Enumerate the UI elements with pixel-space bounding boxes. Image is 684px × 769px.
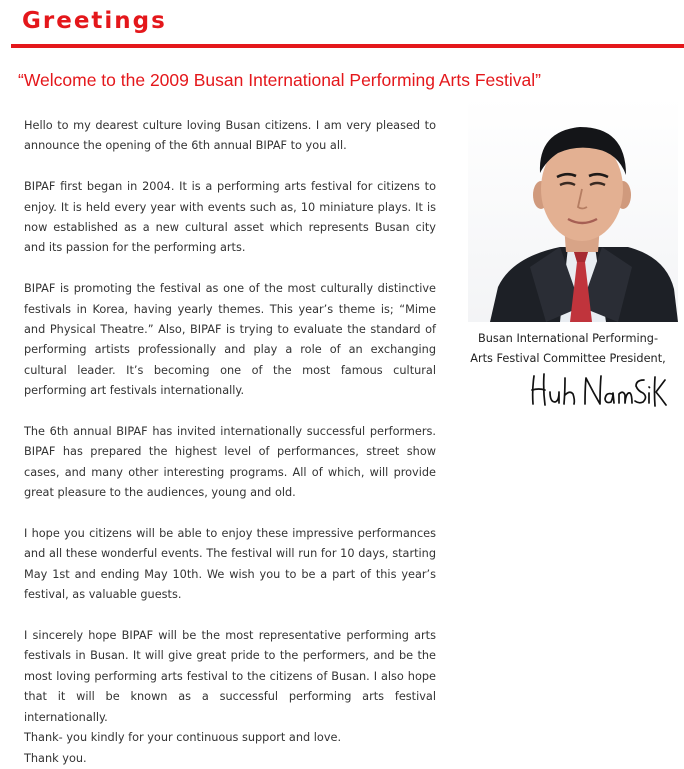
greeting-subtitle: “Welcome to the 2009 Busan International Performing Arts Festival” — [18, 70, 541, 90]
president-signature — [528, 368, 668, 417]
letter-paragraph: Hello to my dearest culture loving Busan citizens. I am very pleased to announce the opening of the 6th annual BIPAF to you all. — [24, 119, 436, 153]
greeting-letter — [24, 116, 436, 769]
letter-paragraph: The 6th annual BIPAF has invited internationally successful performers. BIPAF has prepared the highest level of performances, street show cases, and many other interesting programs. All of which, will provide great pleasure to the audiences, young and old. — [24, 425, 436, 500]
letter-closing: Thank you. — [24, 751, 87, 765]
portrait-illustration — [468, 97, 678, 322]
letter-final-paragraph: I sincerely hope BIPAF will be the most representative performing arts festivals in Busan. It will give great pride to the performers, and be the most loving performing arts festival to the citizens of Busan. I also hope that it will be known as a successful performing arts festival internationally. — [24, 629, 436, 724]
letter-paragraph: BIPAF is promoting the festival as one of the most culturally distinctive festivals in Korea, having yearly themes. This year’s theme is; “Mime and Physical Theatre.” Also, BIPAF is trying to evaluate the standard of performing artists professionally and play a role of an exchanging cultural leader. It’s becoming one of the most famous cultural performing art festivals internationally. — [24, 282, 436, 398]
letter-paragraph: I hope you citizens will be able to enjoy these impressive performances and all these wonderful events. The festival will run for 10 days, starting May 1st and ending May 10th. We wish you to be a part of this year’s festival, as valuable guests. — [24, 527, 436, 602]
president-portrait — [468, 97, 678, 322]
letter-thanks: Thank- you kindly for your continuous support and love. — [24, 731, 342, 745]
letter-paragraph: BIPAF first began in 2004. It is a performing arts festival for citizens to enjoy. It is held every year with events such as, 10 miniature plays. It is now established as a new cultural asset which represents Busan city and its passion for the performing arts. — [24, 180, 436, 255]
signature-image — [528, 368, 668, 412]
title-divider — [11, 44, 684, 48]
president-caption — [452, 329, 684, 368]
caption-line: Arts Festival Committee President, — [470, 351, 666, 365]
caption-line: Busan International Performing- — [477, 332, 659, 345]
letter-paragraph — [24, 626, 436, 769]
page-title: Greetings — [22, 8, 167, 34]
